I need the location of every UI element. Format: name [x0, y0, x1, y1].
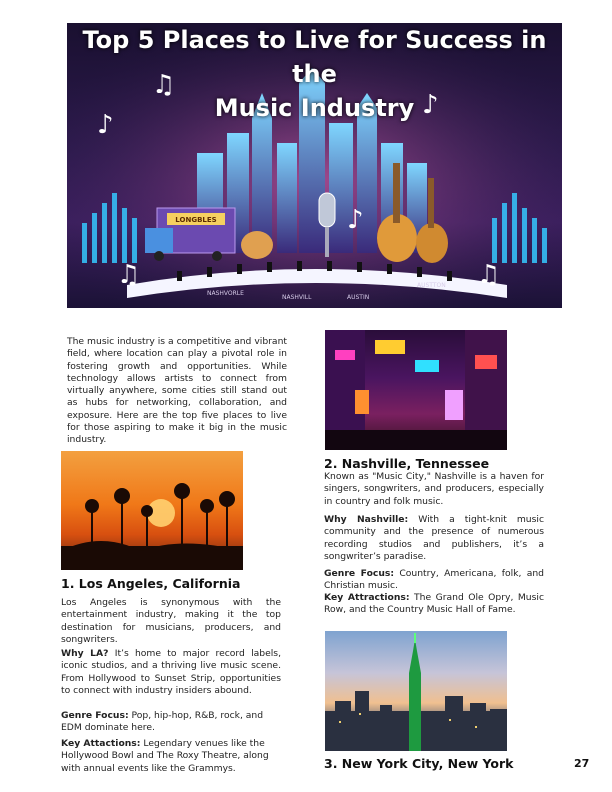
page-number: 27 — [574, 757, 590, 770]
nashville-why-text: With a tight-knit music community and the presence of numerous recording studios and publishers, it’s a songwriter’s paradise. — [324, 514, 544, 562]
svg-text:♪: ♪ — [97, 110, 114, 140]
svg-text:♫: ♫ — [477, 260, 501, 290]
la-why-label: Why LA? — [61, 648, 109, 659]
nashville-genre-text: Country, Americana, folk, and Christian music. — [324, 568, 544, 592]
la-heading: 1. Los Angeles, California — [61, 576, 241, 591]
svg-text:AUSTTON: AUSTTON — [417, 282, 446, 289]
bus-sign-text: LONGBLES — [175, 216, 217, 224]
la-why — [61, 648, 281, 697]
title-line-1: Top 5 Places to Live for Success in the — [82, 26, 547, 88]
nashville-attr-label: Key Attractions: — [324, 592, 410, 603]
title-line-2: Music Industry — [214, 94, 415, 122]
nashville-why-label: Why Nashville: — [324, 514, 409, 525]
la-genre-text: Pop, hip-hop, R&B, rock, and EDM dominate here. — [61, 710, 264, 734]
nashville-photo — [325, 330, 507, 450]
tour-bus — [145, 208, 235, 261]
la-description: Los Angeles is synonymous with the entertainment industry, making it the top destination for musicians, producers, and songwriters. — [61, 597, 281, 645]
nashville-genre — [324, 568, 544, 593]
svg-text:AUSTIN: AUSTIN — [347, 294, 370, 301]
intro-paragraph: The music industry is a competitive and vibrant field, where location can play a pivotal role in fostering growth and opportunities. While technology allows artists to connect from virtually anywhere, some cities still stand out as hubs for networking, collaboration, and exposure. Here are the top five places to live for those aspiring to make it big in the music industry. — [67, 336, 287, 446]
nyc-heading: 3. New York City, New York — [324, 756, 514, 771]
svg-text:♪: ♪ — [347, 205, 364, 235]
la-attractions — [61, 738, 281, 775]
svg-text:♫: ♫ — [152, 70, 176, 100]
svg-text:♪: ♪ — [422, 90, 439, 120]
nashville-attr-text: The Grand Ole Opry, Music Row, and the Country Music Hall of Fame. — [324, 592, 544, 616]
nashville-description: Known as "Music City," Nashville is a haven for singers, songwriters, and producers, especially in country and folk music. — [324, 471, 544, 507]
svg-text:NASHVILL: NASHVILL — [282, 294, 312, 301]
nashville-heading: 2. Nashville, Tennessee — [324, 456, 490, 471]
nashville-attractions — [324, 592, 544, 617]
la-why-text: It’s home to major record labels, iconic studios, and a thriving live music scene. From Hollywood to Sunset Strip, opportunities to connect with industry insiders abound. — [61, 648, 282, 696]
la-attr-label: Key Attactions: — [61, 738, 141, 749]
la-genre — [61, 710, 281, 735]
nashville-genre-label: Genre Focus: — [324, 568, 395, 579]
page-title — [67, 23, 562, 125]
los-angeles-photo — [61, 451, 243, 570]
svg-text:NASHVORLE: NASHVORLE — [207, 290, 244, 297]
hero-banner — [67, 23, 562, 308]
la-genre-label: Genre Focus: — [61, 710, 129, 721]
new-york-photo — [325, 631, 507, 751]
la-attr-text: Legendary venues like the Hollywood Bowl and The Roxy Theatre, along with annual events like the Grammys. — [61, 738, 269, 774]
nashville-why — [324, 514, 544, 563]
svg-text:♫: ♫ — [117, 260, 141, 290]
